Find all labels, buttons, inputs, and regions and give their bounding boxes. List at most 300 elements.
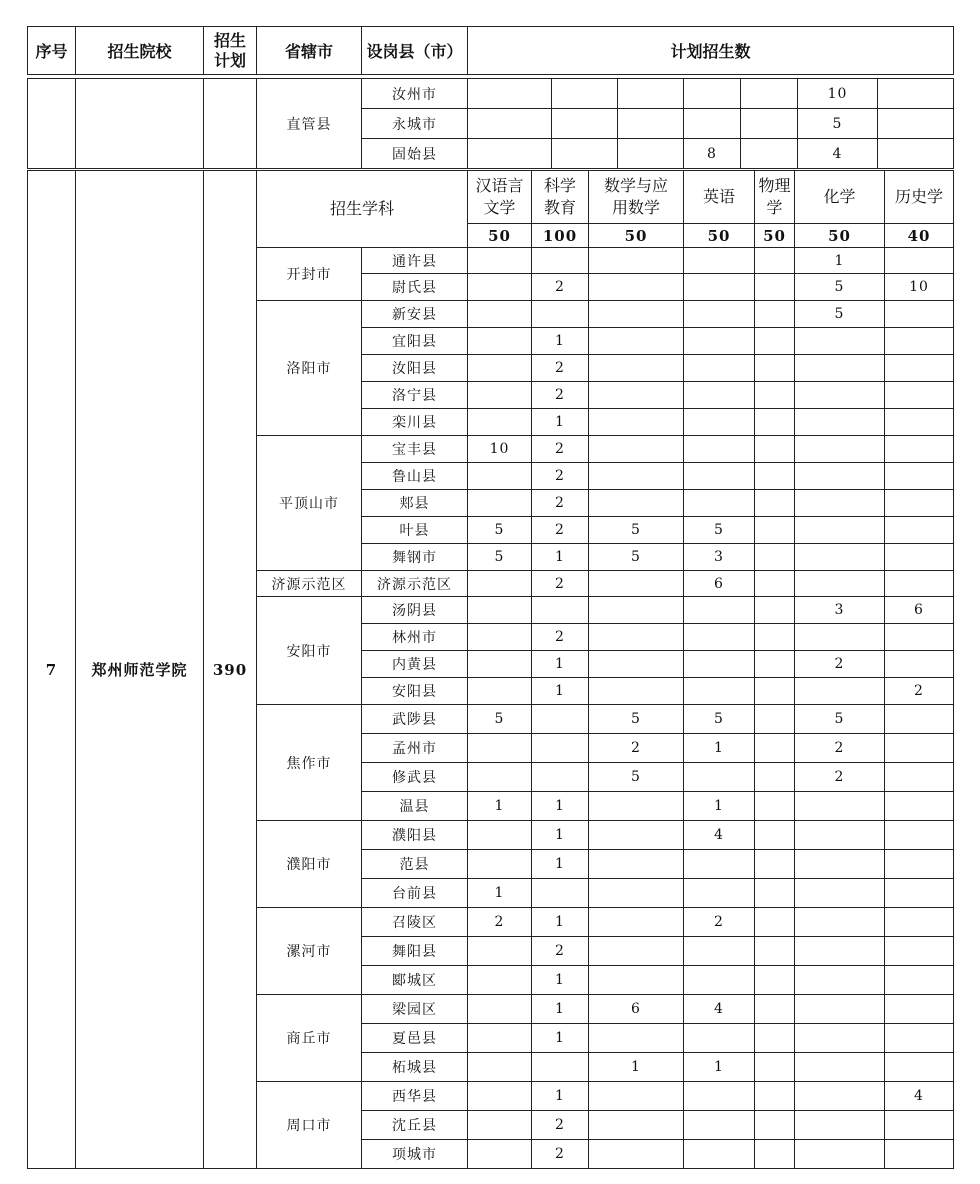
county-cell: 新安县	[362, 301, 468, 328]
quota-cell	[885, 490, 954, 517]
quota-cell: 1	[532, 792, 589, 821]
quota-cell: 1	[684, 734, 755, 763]
quota-cell	[795, 490, 885, 517]
quota-cell: 5	[684, 517, 755, 544]
subject-quota: 50	[755, 224, 795, 248]
quota-cell	[589, 463, 684, 490]
quota-cell	[755, 763, 795, 792]
quota-cell	[684, 328, 755, 355]
quota-cell	[684, 1111, 755, 1140]
quota-cell	[755, 1140, 795, 1169]
quota-cell	[885, 734, 954, 763]
county-cell: 内黄县	[362, 651, 468, 678]
quota-cell	[755, 937, 795, 966]
quota-cell: 1	[532, 1082, 589, 1111]
quota-cell: 6	[885, 597, 954, 624]
quota-cell	[684, 879, 755, 908]
quota-cell	[755, 1111, 795, 1140]
quota-cell	[589, 937, 684, 966]
quota-cell: 10	[885, 274, 954, 301]
quota-cell	[684, 355, 755, 382]
quota-cell	[532, 763, 589, 792]
county-cell: 温县	[362, 792, 468, 821]
quota-cell: 2	[532, 517, 589, 544]
quota-cell: 10	[468, 436, 532, 463]
quota-cell: 5	[589, 517, 684, 544]
quota-cell	[795, 328, 885, 355]
quota-cell	[885, 624, 954, 651]
quota-cell: 5	[468, 517, 532, 544]
county-cell: 林州市	[362, 624, 468, 651]
quota-cell	[468, 301, 532, 328]
quota-cell	[468, 274, 532, 301]
quota-cell	[755, 490, 795, 517]
county-cell: 柘城县	[362, 1053, 468, 1082]
county-cell: 永城市	[362, 109, 468, 139]
quota-cell: 1	[532, 850, 589, 879]
quota-cell: 5	[795, 301, 885, 328]
county-cell: 洛宁县	[362, 382, 468, 409]
quota-cell	[795, 409, 885, 436]
subject-quota: 50	[468, 224, 532, 248]
county-cell: 郏县	[362, 490, 468, 517]
quota-cell	[755, 409, 795, 436]
quota-cell: 6	[589, 995, 684, 1024]
quota-cell	[795, 382, 885, 409]
quota-cell	[684, 274, 755, 301]
subject-header-row	[28, 171, 954, 224]
quota-cell	[795, 355, 885, 382]
quota-cell	[755, 597, 795, 624]
institution-total: 390	[204, 171, 257, 1169]
quota-cell	[885, 792, 954, 821]
quota-cell	[468, 995, 532, 1024]
quota-cell: 6	[684, 571, 755, 597]
empty-plan-cell	[204, 79, 257, 169]
quota-cell	[589, 678, 684, 705]
quota-cell	[532, 301, 589, 328]
quota-cell	[532, 734, 589, 763]
quota-cell: 5	[468, 544, 532, 571]
quota-cell	[885, 517, 954, 544]
header-quota-plan: 招生计划	[204, 27, 257, 75]
quota-cell: 5	[795, 274, 885, 301]
quota-cell	[684, 1024, 755, 1053]
quota-cell: 1	[589, 1053, 684, 1082]
quota-cell	[755, 879, 795, 908]
quota-cell: 5	[795, 705, 885, 734]
quota-cell	[795, 544, 885, 571]
subject-header: 招生学科	[257, 171, 468, 248]
quota-cell	[755, 301, 795, 328]
county-cell: 宝丰县	[362, 436, 468, 463]
quota-cell	[795, 850, 885, 879]
quota-cell	[684, 937, 755, 966]
quota-cell	[468, 966, 532, 995]
quota-cell: 2	[589, 734, 684, 763]
empty-school-cell	[76, 79, 204, 169]
quota-cell	[795, 571, 885, 597]
quota-cell: 2	[532, 490, 589, 517]
city-cell: 济源示范区	[257, 571, 362, 597]
quota-cell: 4	[798, 139, 878, 169]
quota-cell	[468, 624, 532, 651]
quota-cell	[468, 1082, 532, 1111]
quota-cell: 1	[795, 248, 885, 274]
county-cell: 武陟县	[362, 705, 468, 734]
quota-cell: 1	[684, 1053, 755, 1082]
quota-cell	[589, 850, 684, 879]
header-index: 序号	[28, 27, 76, 75]
quota-cell	[878, 139, 954, 169]
quota-cell	[741, 79, 798, 109]
city-cell: 开封市	[257, 248, 362, 301]
quota-cell	[755, 328, 795, 355]
quota-cell	[741, 109, 798, 139]
quota-cell: 2	[532, 1140, 589, 1169]
quota-cell	[885, 1140, 954, 1169]
quota-cell: 8	[684, 139, 741, 169]
quota-cell	[795, 908, 885, 937]
quota-cell	[795, 1053, 885, 1082]
quota-cell	[589, 328, 684, 355]
quota-cell	[468, 597, 532, 624]
quota-cell	[589, 355, 684, 382]
subject-name: 物理学	[755, 171, 795, 224]
quota-cell: 2	[885, 678, 954, 705]
quota-cell: 5	[684, 705, 755, 734]
quota-cell	[468, 463, 532, 490]
county-cell: 汝州市	[362, 79, 468, 109]
quota-cell	[684, 301, 755, 328]
quota-cell: 10	[798, 79, 878, 109]
quota-cell: 5	[589, 705, 684, 734]
quota-cell	[885, 1024, 954, 1053]
quota-cell: 4	[684, 995, 755, 1024]
quota-cell	[885, 763, 954, 792]
quota-cell	[468, 139, 552, 169]
quota-cell	[755, 624, 795, 651]
quota-cell	[589, 490, 684, 517]
county-cell: 固始县	[362, 139, 468, 169]
quota-cell	[795, 463, 885, 490]
quota-cell: 1	[532, 966, 589, 995]
quota-cell	[589, 624, 684, 651]
quota-cell	[795, 436, 885, 463]
quota-cell: 5	[589, 763, 684, 792]
subject-quota: 50	[589, 224, 684, 248]
city-cell: 商丘市	[257, 995, 362, 1082]
quota-cell	[755, 571, 795, 597]
quota-cell	[532, 879, 589, 908]
quota-cell	[589, 792, 684, 821]
quota-cell	[795, 821, 885, 850]
quota-cell: 2	[468, 908, 532, 937]
quota-cell: 4	[684, 821, 755, 850]
quota-cell: 2	[795, 651, 885, 678]
county-cell: 孟州市	[362, 734, 468, 763]
quota-cell	[885, 937, 954, 966]
quota-cell	[684, 624, 755, 651]
quota-cell: 1	[532, 1024, 589, 1053]
quota-cell	[755, 705, 795, 734]
city-cell: 濮阳市	[257, 821, 362, 908]
county-cell: 郾城区	[362, 966, 468, 995]
quota-cell	[684, 79, 741, 109]
quota-cell	[684, 966, 755, 995]
quota-cell	[468, 109, 552, 139]
subject-name: 数学与应用数学	[589, 171, 684, 224]
quota-cell	[755, 517, 795, 544]
institution-table	[27, 170, 954, 1169]
city-cell: 安阳市	[257, 597, 362, 705]
quota-cell	[684, 409, 755, 436]
quota-cell	[589, 908, 684, 937]
county-cell: 范县	[362, 850, 468, 879]
county-cell: 濮阳县	[362, 821, 468, 850]
city-cell: 洛阳市	[257, 301, 362, 436]
quota-cell	[684, 763, 755, 792]
quota-cell	[741, 139, 798, 169]
quota-cell	[795, 1082, 885, 1111]
quota-cell	[684, 109, 741, 139]
header-county: 设岗县（市）	[362, 27, 468, 75]
quota-cell	[795, 995, 885, 1024]
quota-cell	[589, 436, 684, 463]
quota-cell: 3	[795, 597, 885, 624]
quota-cell	[684, 678, 755, 705]
quota-cell	[468, 571, 532, 597]
quota-cell: 2	[532, 937, 589, 966]
quota-cell	[468, 651, 532, 678]
quota-cell	[684, 248, 755, 274]
quota-cell	[589, 1024, 684, 1053]
county-cell: 汤阴县	[362, 597, 468, 624]
quota-cell	[589, 651, 684, 678]
city-cell: 漯河市	[257, 908, 362, 995]
quota-cell	[552, 79, 618, 109]
header-city: 省辖市	[257, 27, 362, 75]
quota-cell	[589, 597, 684, 624]
quota-cell	[885, 382, 954, 409]
quota-cell	[468, 734, 532, 763]
quota-cell: 4	[885, 1082, 954, 1111]
quota-cell	[755, 436, 795, 463]
quota-cell	[589, 1140, 684, 1169]
county-cell: 沈丘县	[362, 1111, 468, 1140]
quota-cell	[885, 248, 954, 274]
quota-cell: 1	[532, 908, 589, 937]
county-cell: 济源示范区	[362, 571, 468, 597]
institution-index: 7	[28, 171, 76, 1169]
header-plan-count: 计划招生数	[468, 27, 954, 75]
quota-cell	[684, 463, 755, 490]
quota-cell	[885, 705, 954, 734]
quota-cell	[468, 248, 532, 274]
quota-cell	[795, 937, 885, 966]
county-cell: 鲁山县	[362, 463, 468, 490]
quota-cell	[468, 937, 532, 966]
quota-cell	[684, 651, 755, 678]
quota-cell	[755, 463, 795, 490]
quota-cell	[532, 597, 589, 624]
quota-cell	[755, 966, 795, 995]
quota-cell	[468, 850, 532, 879]
quota-cell	[755, 274, 795, 301]
quota-cell	[755, 678, 795, 705]
county-cell: 栾川县	[362, 409, 468, 436]
quota-cell	[755, 908, 795, 937]
quota-cell	[468, 409, 532, 436]
quota-cell	[532, 1053, 589, 1082]
quota-cell: 2	[532, 1111, 589, 1140]
subject-quota: 50	[684, 224, 755, 248]
quota-cell	[795, 792, 885, 821]
subject-name: 化学	[795, 171, 885, 224]
quota-cell	[684, 382, 755, 409]
quota-cell: 2	[532, 571, 589, 597]
quota-cell	[684, 490, 755, 517]
institution-name: 郑州师范学院	[76, 171, 204, 1169]
quota-cell: 1	[532, 328, 589, 355]
county-cell: 台前县	[362, 879, 468, 908]
quota-cell	[795, 1111, 885, 1140]
quota-cell	[885, 879, 954, 908]
quota-cell	[885, 436, 954, 463]
quota-cell	[468, 382, 532, 409]
header-school: 招生院校	[76, 27, 204, 75]
quota-cell	[589, 248, 684, 274]
county-cell: 夏邑县	[362, 1024, 468, 1053]
quota-cell	[589, 879, 684, 908]
quota-cell	[755, 995, 795, 1024]
quota-cell	[885, 966, 954, 995]
quota-cell	[885, 850, 954, 879]
county-cell: 西华县	[362, 1082, 468, 1111]
quota-cell: 2	[532, 624, 589, 651]
quota-cell	[589, 382, 684, 409]
table-row	[28, 79, 954, 109]
quota-cell	[468, 79, 552, 109]
quota-cell: 2	[532, 382, 589, 409]
county-cell: 召陵区	[362, 908, 468, 937]
quota-cell: 2	[532, 355, 589, 382]
quota-cell	[885, 355, 954, 382]
quota-cell: 1	[532, 995, 589, 1024]
quota-cell	[755, 734, 795, 763]
county-cell: 宜阳县	[362, 328, 468, 355]
quota-cell: 2	[532, 463, 589, 490]
quota-cell	[885, 409, 954, 436]
city-cell: 平顶山市	[257, 436, 362, 571]
quota-cell	[885, 1111, 954, 1140]
quota-cell	[795, 879, 885, 908]
quota-cell	[618, 79, 684, 109]
quota-cell	[885, 908, 954, 937]
quota-cell	[589, 966, 684, 995]
subject-quota: 100	[532, 224, 589, 248]
quota-cell	[878, 109, 954, 139]
quota-cell	[795, 966, 885, 995]
top-block-table	[27, 78, 954, 169]
quota-cell	[795, 1024, 885, 1053]
quota-cell	[468, 490, 532, 517]
quota-cell: 1	[532, 544, 589, 571]
quota-cell	[795, 678, 885, 705]
quota-cell	[589, 821, 684, 850]
city-cell: 直管县	[257, 79, 362, 169]
quota-cell: 1	[532, 409, 589, 436]
quota-cell	[755, 651, 795, 678]
quota-cell	[885, 821, 954, 850]
quota-cell	[589, 1082, 684, 1111]
quota-cell	[885, 328, 954, 355]
quota-cell: 2	[532, 274, 589, 301]
quota-cell	[468, 821, 532, 850]
quota-cell	[755, 821, 795, 850]
city-cell: 周口市	[257, 1082, 362, 1169]
quota-cell: 1	[468, 792, 532, 821]
quota-cell: 3	[684, 544, 755, 571]
quota-cell	[468, 1053, 532, 1082]
quota-cell	[885, 463, 954, 490]
subject-name: 英语	[684, 171, 755, 224]
quota-cell	[552, 139, 618, 169]
quota-cell	[755, 248, 795, 274]
subject-quota: 50	[795, 224, 885, 248]
county-cell: 项城市	[362, 1140, 468, 1169]
quota-cell	[755, 382, 795, 409]
empty-index-cell	[28, 79, 76, 169]
quota-cell: 1	[532, 678, 589, 705]
subject-name: 科学教育	[532, 171, 589, 224]
quota-cell: 5	[468, 705, 532, 734]
quota-cell	[589, 571, 684, 597]
quota-cell	[684, 597, 755, 624]
quota-cell	[795, 517, 885, 544]
quota-cell	[755, 792, 795, 821]
quota-cell	[468, 328, 532, 355]
subject-name: 汉语言文学	[468, 171, 532, 224]
quota-cell	[885, 544, 954, 571]
quota-cell	[618, 139, 684, 169]
quota-cell: 1	[532, 651, 589, 678]
quota-cell	[468, 1024, 532, 1053]
header-table	[27, 26, 954, 75]
quota-cell: 1	[684, 792, 755, 821]
quota-cell	[618, 109, 684, 139]
county-cell: 汝阳县	[362, 355, 468, 382]
quota-cell	[468, 678, 532, 705]
quota-cell	[885, 301, 954, 328]
quota-cell	[684, 1140, 755, 1169]
quota-cell	[552, 109, 618, 139]
subject-name: 历史学	[885, 171, 954, 224]
quota-cell: 2	[532, 436, 589, 463]
county-cell: 舞钢市	[362, 544, 468, 571]
quota-cell	[755, 1024, 795, 1053]
county-cell: 梁园区	[362, 995, 468, 1024]
quota-cell	[755, 544, 795, 571]
quota-cell: 5	[798, 109, 878, 139]
quota-cell	[795, 624, 885, 651]
county-cell: 通许县	[362, 248, 468, 274]
quota-cell	[878, 79, 954, 109]
quota-cell: 1	[532, 821, 589, 850]
quota-cell	[468, 1140, 532, 1169]
quota-cell	[589, 301, 684, 328]
quota-cell	[885, 651, 954, 678]
